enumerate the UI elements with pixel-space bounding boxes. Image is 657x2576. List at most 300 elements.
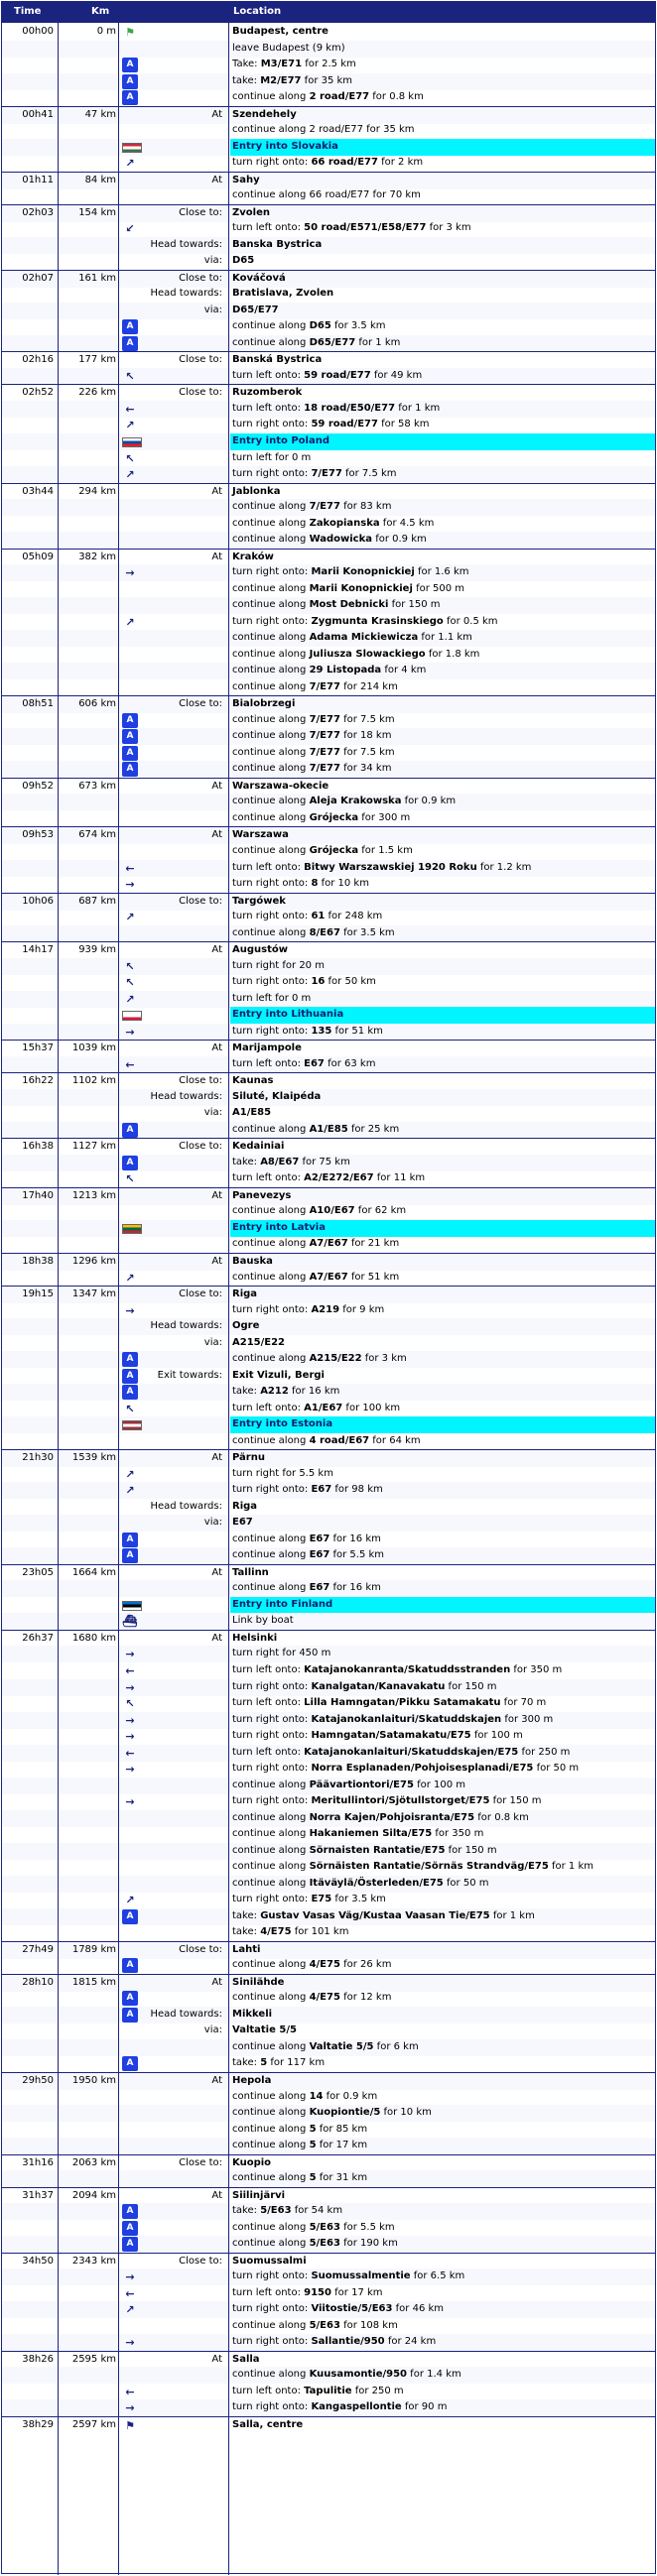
instruction-text: turn left onto: (232, 1746, 305, 1758)
route-row (2, 318, 655, 335)
road-name: Most Debnicki (309, 599, 389, 611)
route-row (2, 2285, 655, 2302)
instruction-text: for 85 km (316, 2123, 368, 2135)
row-location (230, 2367, 655, 2384)
route-row (2, 2187, 655, 2205)
column-divider (228, 2, 229, 2575)
row-distance: 687 km (78, 895, 116, 907)
row-time: 10h06 (22, 895, 54, 907)
instruction-text: for 25 km (347, 1123, 400, 1135)
row-location (230, 794, 655, 810)
road-name: 59 road/E77 (304, 369, 371, 381)
instruction-text: take: (232, 2205, 261, 2217)
route-row (2, 1745, 655, 1762)
route-row (2, 1270, 655, 1287)
row-time: 38h29 (22, 2418, 54, 2430)
route-row (2, 2203, 655, 2220)
row-context: Head towards: (150, 2008, 222, 2020)
route-row (2, 1941, 655, 1959)
route-row (2, 941, 655, 959)
route-row (2, 172, 655, 189)
instruction-text: turn left onto: (232, 2286, 305, 2298)
row-location (230, 1401, 655, 1417)
row-distance: 294 km (78, 485, 116, 497)
row-distance: 1102 km (71, 1075, 116, 1087)
road-name: E67 (309, 1549, 330, 1561)
row-location (230, 1416, 655, 1433)
row-time: 00h00 (22, 26, 54, 37)
road-name: A215/E22 (232, 1336, 286, 1348)
highway-icon: A (122, 58, 138, 72)
row-location (230, 2138, 655, 2154)
route-row (2, 2007, 655, 2024)
road-name: D65/E77 (309, 336, 356, 348)
road-name: 7/E77 (309, 746, 340, 758)
instruction-text: for 350 m (432, 1828, 484, 1840)
row-time: 16h38 (22, 1141, 54, 1153)
highway-icon: A (122, 2204, 138, 2219)
road-name: D65/E77 (232, 304, 279, 315)
road-name: 7/E77 (309, 713, 340, 725)
route-row (2, 1302, 655, 1319)
turn-right-icon: ↗ (125, 1467, 135, 1481)
route-row (2, 663, 655, 679)
instruction-text: Take: (232, 59, 261, 70)
instruction-text: continue along (232, 1582, 310, 1594)
instruction-text: for 150 m (445, 1844, 497, 1856)
route-row (2, 1384, 655, 1401)
row-location (230, 41, 655, 58)
road-name: Wadowicka (309, 534, 373, 546)
road-name: A7/E67 (309, 1238, 348, 1250)
row-distance: 606 km (78, 698, 116, 710)
route-row (2, 335, 655, 352)
road-name: Banská Bystrica (232, 354, 323, 366)
turn-left-icon: ← (125, 2286, 135, 2300)
row-distance: 673 km (78, 780, 116, 792)
row-location (230, 614, 655, 631)
road-name: Suomussalmi (232, 2255, 307, 2267)
route-row (2, 2105, 655, 2122)
instruction-text: turn left onto: (232, 1057, 305, 1069)
row-time: 34h50 (22, 2255, 54, 2267)
route-row (2, 1203, 655, 1220)
row-distance: 47 km (84, 108, 116, 120)
instruction-text: for 31 km (316, 2172, 368, 2184)
highway-icon: A (122, 1533, 138, 1547)
row-location (230, 1450, 655, 1467)
instruction-text: for 1.1 km (418, 632, 472, 644)
row-time: 05h09 (22, 551, 54, 562)
row-location (230, 1155, 655, 1171)
road-name: A215/E22 (309, 1353, 362, 1365)
road-name: M3/E71 (260, 59, 303, 70)
row-location (230, 663, 655, 679)
road-name: Helsinki (232, 1632, 278, 1644)
row-context: Close to: (179, 2255, 222, 2267)
instruction-text: for 63 km (324, 1057, 376, 1069)
route-row (2, 876, 655, 893)
flag-latvia-icon (122, 1420, 142, 1430)
row-distance: 1039 km (71, 1043, 116, 1054)
road-name: Viitostie/5/E63 (311, 2303, 393, 2315)
turn-left-icon: ↖ (125, 1697, 135, 1711)
turn-left-icon: ← (125, 402, 135, 416)
row-location (230, 401, 655, 418)
route-row (2, 1646, 655, 1662)
route-row (2, 745, 655, 762)
road-name: 7/E77 (309, 501, 340, 513)
instruction-text: for 2 km (377, 157, 424, 169)
instruction-text: for 7.5 km (339, 746, 395, 758)
instruction-text: for 1 km (395, 402, 441, 414)
turn-right-icon: ↗ (125, 468, 135, 482)
row-location (230, 630, 655, 647)
instruction-text: continue along (232, 1811, 310, 1823)
highway-icon: A (122, 1958, 138, 1973)
instruction-text: for 1 km (489, 1909, 535, 1921)
row-location (230, 335, 655, 352)
road-name: Gustav Vasas Väg/Kustaa Vaasan Tie/E75 (260, 1909, 490, 1921)
boat-icon: ⛴ (122, 1614, 138, 1629)
route-row (2, 2072, 655, 2090)
turn-right-icon: → (125, 1730, 135, 1744)
instruction-text: for 108 km (339, 2319, 398, 2331)
instruction-text: continue along (232, 501, 310, 513)
instruction-text: turn right onto: (232, 468, 312, 480)
instruction-text: continue along (232, 763, 310, 775)
instruction-text: for 54 km (291, 2205, 343, 2217)
route-row (2, 1728, 655, 1745)
instruction-text: continue along (232, 1861, 310, 1873)
instruction-text: Entry into Estonia (232, 1418, 333, 1430)
route-row (2, 2253, 655, 2270)
instruction-text: for 150 m (445, 1680, 497, 1692)
route-row (2, 2318, 655, 2335)
road-name: Augustów (232, 944, 288, 956)
road-name: Kaunas (232, 1075, 274, 1087)
turn-right-icon: → (125, 1303, 135, 1317)
route-row (2, 1253, 655, 1271)
instruction-text: continue along (232, 582, 310, 594)
instruction-text: for 21 km (347, 1238, 400, 1250)
row-location (230, 1679, 655, 1696)
road-name: Adama Mickiewicza (309, 632, 419, 644)
row-location (230, 352, 655, 369)
row-location (230, 1532, 655, 1548)
route-row (2, 1499, 655, 1516)
route-row (2, 597, 655, 614)
row-context: At (211, 2353, 222, 2365)
row-location (230, 1761, 655, 1778)
turn-left-icon: ← (125, 1664, 135, 1677)
road-name: Ruzomberok (232, 387, 303, 399)
row-location (230, 139, 655, 156)
road-name: A2/E272/E67 (304, 1172, 374, 1184)
instruction-text: continue along (232, 1434, 310, 1446)
route-row (2, 1351, 655, 1368)
highway-icon: A (122, 1991, 138, 2006)
instruction-text: continue along (232, 2369, 310, 2381)
road-name: Kuopio (232, 2156, 272, 2168)
instruction-text: for 190 km (339, 2238, 398, 2250)
route-row (2, 303, 655, 319)
instruction-text: for 17 km (316, 2140, 368, 2151)
route-row (2, 73, 655, 90)
route-row (2, 1662, 655, 1679)
road-name: E67 (309, 1582, 330, 1594)
road-name: D65 (232, 255, 255, 267)
row-location (230, 1613, 655, 1630)
instruction-text: continue along (232, 1353, 310, 1365)
flag-hungary-icon (122, 143, 142, 153)
row-location (230, 1024, 655, 1041)
route-row (2, 843, 655, 860)
turn-right-icon: ↗ (125, 1484, 135, 1498)
road-name: 8 (311, 878, 319, 890)
road-name: Kuusamontie/950 (309, 2369, 407, 2381)
highway-icon: A (122, 1548, 138, 1563)
row-location (230, 24, 655, 41)
row-location (230, 2254, 655, 2270)
instruction-text: for 3 km (361, 1353, 407, 1365)
instruction-text: continue along (232, 811, 310, 823)
row-context: Head towards: (150, 288, 222, 300)
route-row (2, 1908, 655, 1925)
turn-left-icon: ← (125, 861, 135, 875)
turn-right-icon: → (125, 1648, 135, 1661)
row-location (230, 318, 655, 335)
route-row (2, 974, 655, 991)
route-row (2, 237, 655, 254)
row-location (230, 286, 655, 303)
row-distance: 2595 km (71, 2353, 116, 2365)
road-name: Kangaspellontie (311, 2401, 402, 2413)
row-location (230, 1105, 655, 1122)
highway-icon: A (122, 2008, 138, 2023)
row-location (230, 1547, 655, 1564)
row-time: 15h37 (22, 1043, 54, 1054)
road-name: Itäväylä/Österleden/E75 (309, 1877, 444, 1889)
turn-right-icon: → (125, 1680, 135, 1694)
row-location (230, 1859, 655, 1876)
row-time: 01h11 (22, 174, 54, 185)
road-name: 61 (311, 911, 326, 922)
row-location (230, 1646, 655, 1662)
row-context: Close to: (179, 1075, 222, 1087)
row-location (230, 1924, 655, 1941)
instruction-text: for 4.5 km (379, 517, 435, 529)
road-name: Aleja Krakowska (309, 796, 402, 807)
row-location (230, 1089, 655, 1106)
row-location (230, 2055, 655, 2072)
row-distance: 0 m (96, 26, 116, 37)
row-context: At (211, 2189, 222, 2201)
row-location (230, 450, 655, 467)
road-name: Riga (232, 1288, 258, 1300)
route-row (2, 401, 655, 418)
turn-right-icon: → (125, 1763, 135, 1777)
route-row (2, 1547, 655, 1564)
road-name: 50 road/E571/E58/E77 (304, 222, 427, 234)
instruction-text: continue along (232, 1533, 310, 1544)
route-row (2, 1236, 655, 1253)
road-name: Sörnäisten Rantatie/Sörnäs Strandväg/E75 (309, 1861, 549, 1873)
turn-right-icon: ↗ (125, 992, 135, 1006)
route-row (2, 106, 655, 124)
route-row (2, 1778, 655, 1794)
road-name: 7/E77 (309, 730, 340, 742)
row-time: 02h52 (22, 387, 54, 399)
row-location (230, 417, 655, 433)
road-name: Tallinn (232, 1566, 269, 1578)
instruction-text: continue along (232, 680, 310, 692)
instruction-text: for 150 m (388, 599, 441, 611)
route-row (2, 417, 655, 433)
road-name: Hepola (232, 2075, 272, 2086)
road-name: A212 (260, 1386, 289, 1398)
route-row (2, 1368, 655, 1385)
instruction-text: for 62 km (354, 1205, 407, 1217)
row-location (230, 1499, 655, 1516)
route-row (2, 1401, 655, 1417)
instruction-text: continue along (232, 1877, 310, 1889)
instruction-text: continue along (232, 599, 310, 611)
road-name: M2/E77 (260, 74, 302, 86)
route-row (2, 2399, 655, 2416)
route-row (2, 991, 655, 1008)
instruction-text: take: (232, 1909, 261, 1921)
highway-icon: A (122, 762, 138, 777)
row-location (230, 2089, 655, 2106)
row-distance: 84 km (84, 174, 116, 185)
row-location (230, 1203, 655, 1220)
instruction-text: for 1.2 km (476, 861, 532, 873)
route-row (2, 139, 655, 156)
row-location (230, 1942, 655, 1959)
instruction-text: for 58 km (377, 419, 430, 430)
highway-icon: A (122, 713, 138, 728)
row-context: via: (203, 1517, 222, 1529)
row-location (230, 2170, 655, 2187)
route-row (2, 1105, 655, 1122)
row-location (230, 1041, 655, 1057)
route-row (2, 368, 655, 385)
route-row (2, 1957, 655, 1974)
instruction-text: for 4 km (381, 665, 427, 676)
row-location (230, 2384, 655, 2400)
finish-flag-icon: ⚑ (125, 2418, 135, 2432)
road-name: 29 Listopada (309, 665, 382, 676)
row-location (230, 991, 655, 1008)
instruction-text: for 5.5 km (329, 1549, 385, 1561)
route-row (2, 728, 655, 745)
road-name: Marii Konopnickiej (309, 582, 413, 594)
route-row (2, 516, 655, 533)
row-context: At (211, 1256, 222, 1267)
instruction-text: take: (232, 1926, 261, 1938)
row-location (230, 89, 655, 106)
row-distance: 154 km (78, 206, 116, 218)
row-location (230, 1351, 655, 1368)
route-row (2, 810, 655, 827)
road-name: Kedainiai (232, 1141, 285, 1153)
row-location (230, 466, 655, 483)
instruction-text: Entry into Finland (232, 1598, 333, 1610)
instruction-text: for 300 m (501, 1713, 554, 1725)
instruction-text: take: (232, 74, 261, 86)
route-row (2, 1826, 655, 1843)
highway-icon: A (122, 74, 138, 89)
instruction-text: for 51 km (331, 1025, 383, 1037)
row-time: 31h16 (22, 2156, 54, 2168)
road-name: Salla, centre (232, 2418, 304, 2430)
instruction-text: for 7.5 km (339, 713, 395, 725)
road-name: Zakopianska (309, 517, 380, 529)
turn-left-icon: ↖ (125, 1172, 135, 1186)
instruction-text: continue along (232, 1779, 310, 1790)
turn-right-icon: → (125, 1025, 135, 1039)
instruction-text: for 150 m (489, 1795, 542, 1807)
route-row (2, 2154, 655, 2172)
row-location (230, 1745, 655, 1762)
row-distance: 1127 km (71, 1141, 116, 1153)
route-row (2, 1286, 655, 1303)
road-name: Bitwy Warszawskiej 1920 Roku (304, 861, 477, 873)
row-location (230, 1565, 655, 1582)
instruction-text: turn right onto: (232, 1680, 312, 1692)
road-name: E75 (311, 1894, 332, 1905)
row-location (230, 1236, 655, 1253)
instruction-text: for 3.5 km (331, 1894, 386, 1905)
instruction-text: for 5.5 km (339, 2221, 395, 2233)
route-row (2, 1695, 655, 1712)
road-name: 5/E63 (260, 2205, 292, 2217)
row-context: Close to: (179, 698, 222, 710)
row-context: At (211, 829, 222, 841)
instruction-text: for 50 km (325, 976, 376, 988)
row-distance: 1213 km (71, 1189, 116, 1201)
row-context: At (211, 174, 222, 185)
row-context: Head towards: (150, 1090, 222, 1102)
route-row (2, 1170, 655, 1187)
row-location (230, 173, 655, 189)
row-context: At (211, 944, 222, 956)
route-row (2, 41, 655, 58)
instruction-text: for 350 m (510, 1664, 563, 1675)
row-location (230, 2188, 655, 2205)
road-name: Sörnaisten Rantatie/E75 (309, 1844, 446, 1856)
route-row (2, 204, 655, 222)
instruction-text: for 0.8 km (474, 1811, 529, 1823)
row-location (230, 1056, 655, 1073)
row-location (230, 2039, 655, 2056)
road-name: 7/E77 (309, 763, 340, 775)
route-row (2, 2236, 655, 2253)
instruction-text: for 64 km (369, 1434, 421, 1446)
route-row (2, 1433, 655, 1450)
road-name: 4 road/E67 (309, 1434, 370, 1446)
highway-icon: A (122, 2221, 138, 2236)
highway-icon: A (122, 90, 138, 105)
road-name: 14 (309, 2090, 324, 2102)
row-location (230, 433, 655, 450)
road-name: Jablonka (232, 485, 281, 497)
row-context: Close to: (179, 354, 222, 366)
row-time: 31h37 (22, 2189, 54, 2201)
road-name: 5 (260, 2057, 268, 2069)
turn-left-icon: ↖ (125, 1402, 135, 1415)
